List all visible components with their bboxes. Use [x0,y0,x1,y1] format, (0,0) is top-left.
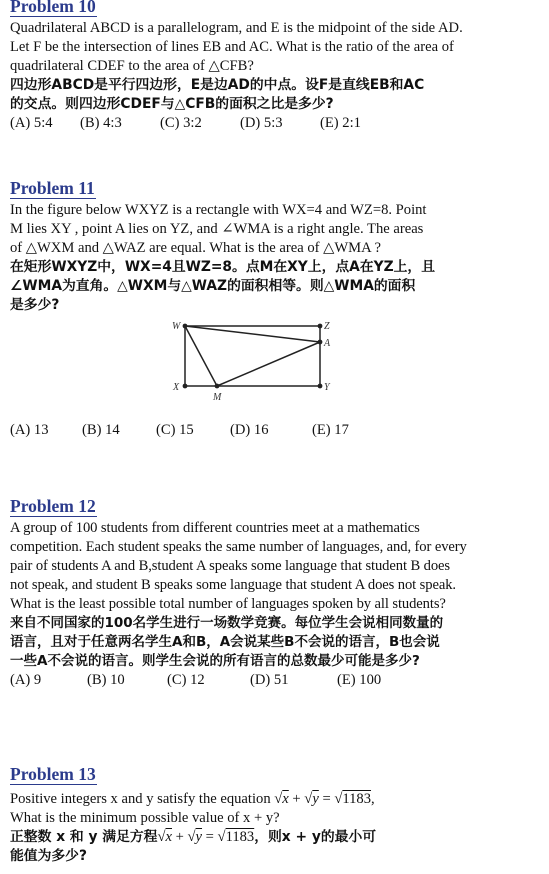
problem-text-cn [10,614,542,671]
point-y [318,384,323,389]
point-m [215,384,220,389]
equation-line [10,790,542,809]
problem-text-cn [10,828,542,866]
label-m: M [213,392,222,403]
choice-e: (E) 2:1 [320,115,361,131]
text-line: 四边形ABCD是平行四边形，E是边AD的中点。设F是直线EB和AC [10,77,425,93]
choice-d: (D) 51 [250,672,289,688]
text-line: not speak, and student B speaks some language that student A does not speak. [10,577,456,593]
choice-a: (A) 5:4 [10,115,53,131]
label-y: Y [324,382,330,393]
eq-constant: 1183 [225,829,255,845]
text-line: A group of 100 students from different countries meet at a mathematics [10,520,420,536]
problem-text-cn [10,258,542,315]
problem-title: Problem 11 [10,178,95,198]
problem-title: Problem 10 [10,0,97,17]
text-line: Quadrilateral ABCD is a parallelogram, and E is the midpoint of the side AD. [10,20,463,36]
rectangle-figure [165,316,345,406]
segment-wm [185,326,217,386]
text-line: Let F be the intersection of lines EB and AC. What is the ratio of the area of [10,39,454,55]
point-w [183,324,188,329]
text-line: What is the least possible total number of languages spoken by all students? [10,596,446,612]
text-line: ∠WMA为直角。△WXM与△WAZ的面积相等。则△WMA的面积 [10,278,416,294]
choice-c: (C) 12 [167,672,205,688]
text-line: of △WXM and △WAZ are equal. What is the area of △WMA ? [10,240,381,256]
text-line: 语言，且对于任意两名学生A和B，A会说某些B不会说的语言，B也会说 [10,634,440,650]
choice-c: (C) 15 [156,422,194,438]
text-span: , [371,791,375,807]
choice-c: (C) 3:2 [160,115,202,131]
problem-text-en [10,790,542,828]
answer-choices [10,114,542,133]
problem-13 [10,764,542,866]
eq-var-y: y [195,829,203,845]
text-line: quadrilateral CDEF to the area of △CFB? [10,58,254,74]
text-line: 在矩形WXYZ中，WX=4且WZ=8。点M在XY上，点A在YZ上，且 [10,259,436,275]
choice-a: (A) 9 [10,672,42,688]
problem-text-en [10,519,542,614]
text-line: 的交点。则四边形CDEF与△CFB的面积之比是多少? [10,96,334,112]
problem-text-cn [10,76,542,114]
answer-choices [10,671,542,690]
text-line: 能值为多少? [10,848,87,864]
choice-b: (B) 4:3 [80,115,122,131]
problem-text-en [10,19,542,76]
point-x [183,384,188,389]
label-z: Z [324,321,330,332]
choice-d: (D) 5:3 [240,115,283,131]
equation-line-cn [10,828,542,847]
choice-b: (B) 14 [82,422,120,438]
eq-var-x: x [165,829,172,845]
problem-11 [10,178,542,315]
problem-12 [10,496,542,690]
point-z [318,324,323,329]
eq-var-y: y [312,791,319,807]
choice-e: (E) 17 [312,422,349,438]
text-line: 一些A不会说的语言。则学生会说的所有语言的总数最少可能是多少? [10,653,420,669]
answer-choices [10,421,542,440]
text-span: 正整数 x 和 y 满足方程 [10,829,158,845]
text-line: pair of students A and B,student A speaks some language that student B does [10,558,450,574]
choice-b: (B) 10 [87,672,125,688]
eq-var-x: x [282,791,289,807]
problem-11-choices [10,421,542,440]
problem-10 [10,0,542,133]
text-line: What is the minimum possible value of x + y? [10,810,280,826]
label-a: A [324,338,331,349]
text-line: 来自不同国家的100名学生进行一场数学竞赛。每位学生会说相同数量的 [10,615,444,631]
problem-title: Problem 12 [10,496,96,516]
text-span: Positive integers x and y satisfy the equation [10,791,271,807]
point-a [318,340,323,345]
choice-a: (A) 13 [10,422,49,438]
label-w: W [172,321,181,332]
text-line: M lies XY , point A lies on YZ, and ∠WMA is a right angle. The areas [10,221,424,237]
segment-ma [217,342,320,386]
choice-e: (E) 100 [337,672,382,688]
text-line: competition. Each student speaks the same number of languages, and, for every [10,539,467,555]
rectangle-wxyz [185,326,320,386]
text-line: 是多少? [10,297,60,313]
eq-constant: 1183 [342,791,372,807]
choice-d: (D) 16 [230,422,269,438]
text-line: In the figure below WXYZ is a rectangle with WX=4 and WZ=8. Point [10,202,427,218]
text-span: ，则x + y的最小可 [254,829,377,845]
equation: √x + √y = √1183 [274,791,372,807]
equation: √x + √y = √1183 [157,829,255,845]
problem-title: Problem 13 [10,764,96,784]
label-x: X [173,382,180,393]
problem-text-en [10,201,542,258]
segment-wa [185,326,320,342]
